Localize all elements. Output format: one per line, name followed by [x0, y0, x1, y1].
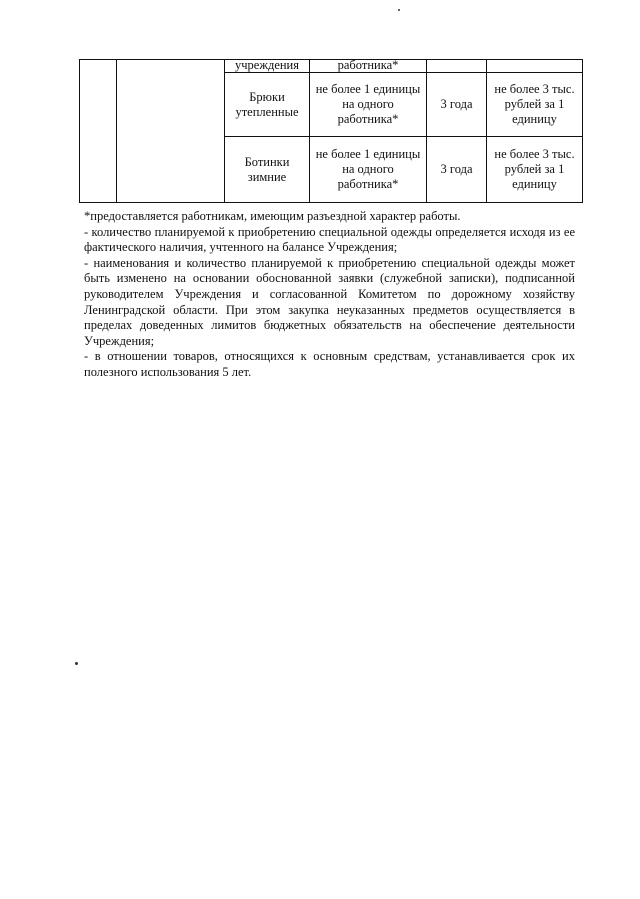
footnote: *предоставляется работникам, имеющим разъездной характер работы.: [84, 209, 461, 223]
note-paragraph: - в отношении товаров, относящихся к основным средствам, устанавливается срок их полезного использования 5 лет.: [84, 349, 575, 379]
note-paragraph: - количество планируемой к приобретению специальной одежды определяется исходя из ее фактического наличия, учтенного на балансе Учреждения;: [84, 224, 575, 255]
scan-speck: [75, 662, 78, 665]
table-cell-price: [487, 60, 583, 73]
table-cell-term: [427, 60, 487, 73]
table-cell-item-name: Брюки утепленные: [225, 73, 310, 137]
table-cell-price: не более 3 тыс. рублей за 1 единицу: [487, 73, 583, 137]
table-cell-term: 3 года: [427, 137, 487, 203]
notes-block: [84, 209, 575, 381]
table-cell: [117, 60, 225, 203]
table-cell-norm: работника*: [310, 60, 427, 73]
table-cell-term: 3 года: [427, 73, 487, 137]
table-row: [80, 60, 583, 73]
table-cell-item-name: учреждения: [225, 60, 310, 73]
note-paragraph: - наименования и количество планируемой к приобретению специальной одежды может быть изменено на основании обоснованной заявки (служебной записки), подписанной руководителем Учреждения и согласованной Комитетом по дорожному хозяйству Ленинградской области. При этом закупка неуказанных предметов осуществляется в пределах доведенных лимитов бюджетных обязательств на обеспечение деятельности Учреждения;: [84, 255, 575, 348]
table-cell-price: не более 3 тыс. рублей за 1 единицу: [487, 137, 583, 203]
table-cell-norm: не более 1 единицы на одного работника*: [310, 137, 427, 203]
table-cell-item-name: Ботинки зимние: [225, 137, 310, 203]
table-cell-norm: не более 1 единицы на одного работника*: [310, 73, 427, 137]
table-cell: [80, 60, 117, 203]
scan-speck: [398, 9, 400, 11]
special-clothing-table: [79, 59, 583, 203]
